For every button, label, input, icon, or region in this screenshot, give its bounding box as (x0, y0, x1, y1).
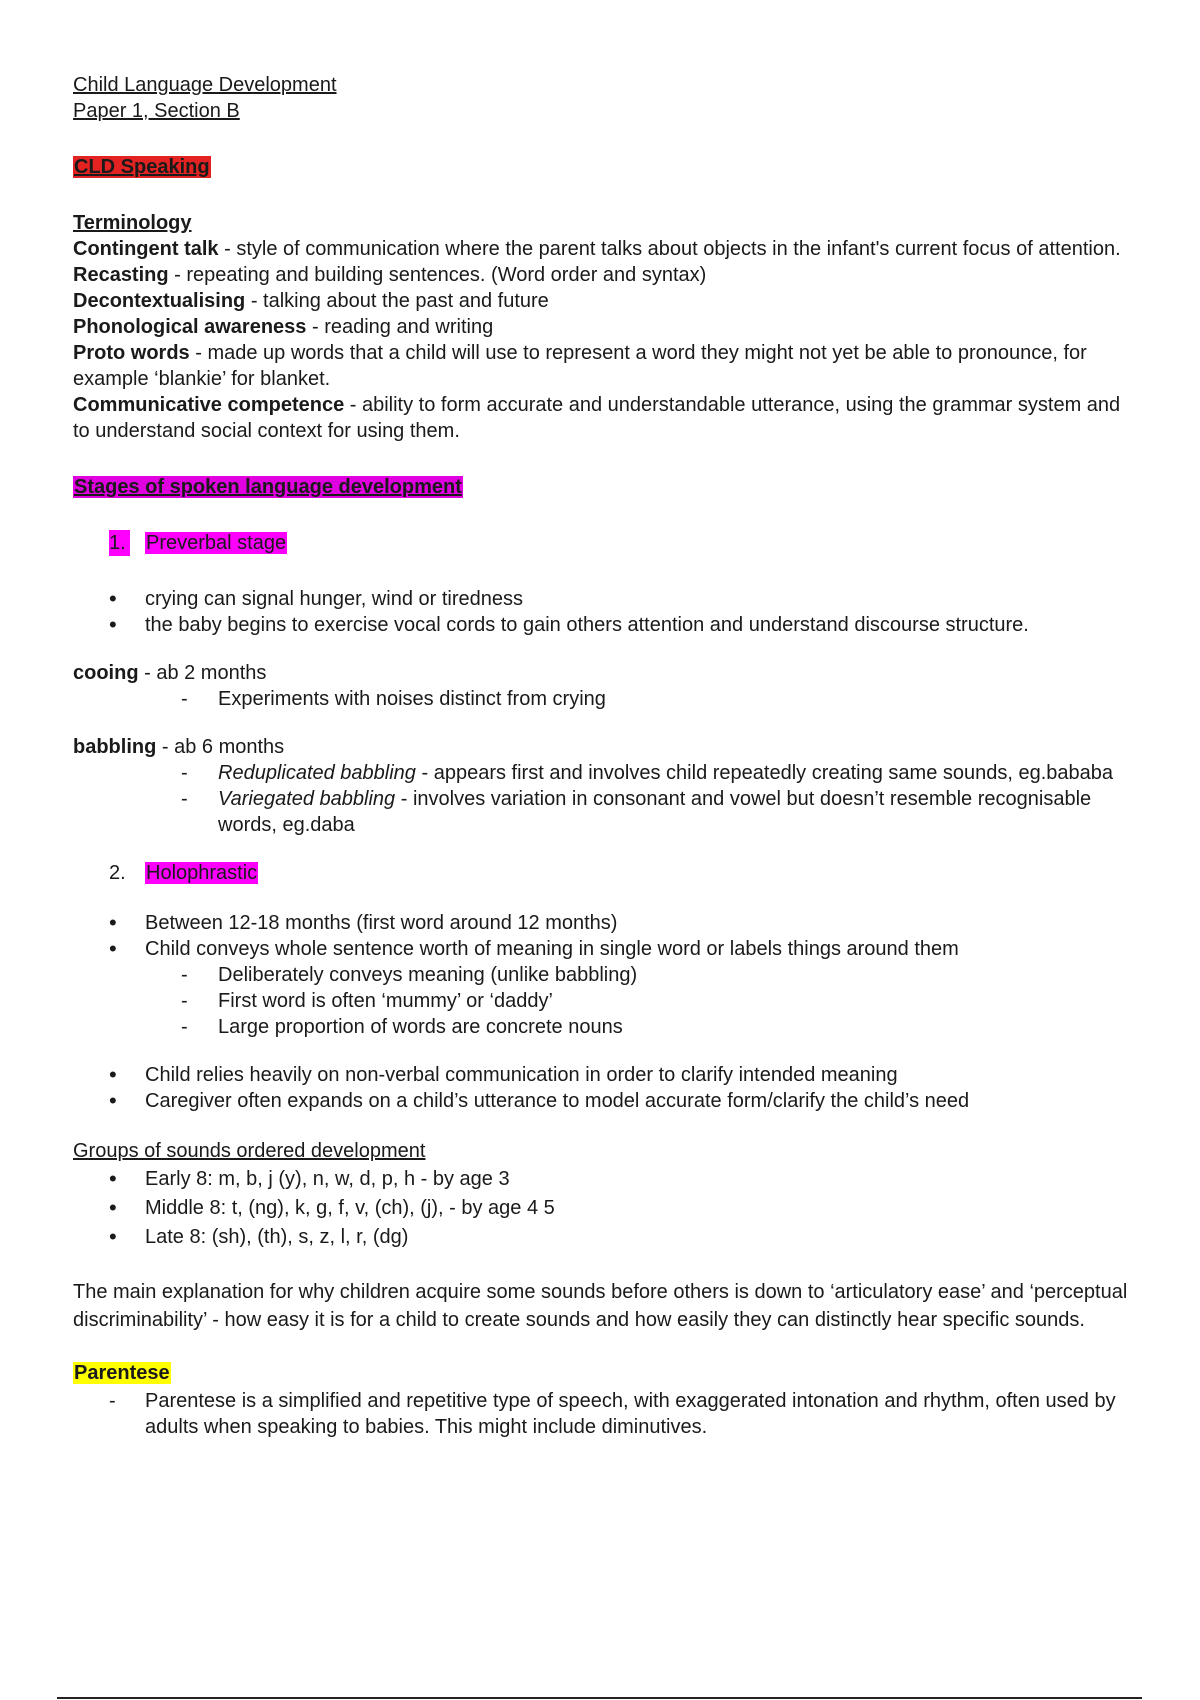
term-name: Contingent talk (73, 238, 219, 260)
term-entry (73, 236, 1133, 262)
list-item: • Middle 8: t, (ng), k, g, f, v, (ch), (j), - by age 4 5 (73, 1195, 1133, 1221)
sounds-explanation: The main explanation for why children acquire some sounds before others is down to ‘articulatory ease’ and ‘perceptual discriminability’ - how easy it is for a child to create sounds and how easily they can distinctly hear specific sounds. (73, 1281, 1128, 1331)
term-definition: - repeating and building sentences. (Word order and syntax) (168, 264, 707, 286)
cooing-label: cooing (73, 662, 139, 684)
stage-heading-preverbal (73, 530, 1133, 556)
term-definition: - ability to form accurate and understandable utterance, using the grammar system and to understand social context for using them. (73, 394, 1121, 442)
holophrastic-bullet-list (73, 910, 1133, 962)
list-item: • the baby begins to exercise vocal cords to gain others attention and understand discourse structure. (73, 612, 1133, 638)
list-item: • Child relies heavily on non-verbal communication in order to clarify intended meaning (73, 1062, 1133, 1088)
stage-number: 1. (109, 530, 130, 556)
list-item: • Late 8: (sh), (th), s, z, l, r, (dg) (73, 1224, 1133, 1250)
term-definition: - reading and writing (306, 316, 494, 338)
sounds-list (73, 1166, 1133, 1250)
term-name: Decontextualising (73, 290, 246, 312)
preverbal-bullet-list (73, 586, 1133, 638)
list-item (73, 760, 1133, 786)
term-name: Proto words (73, 342, 190, 364)
cooing-age: - ab 2 months (138, 662, 267, 684)
list-item: - First word is often ‘mummy’ or ‘daddy’ (73, 988, 1133, 1014)
list-item: • crying can signal hunger, wind or tiredness (73, 586, 1133, 612)
stage-number: 2. (109, 862, 126, 884)
stage-title: Holophrastic (146, 862, 258, 884)
section-heading-parentese: Parentese (74, 1362, 170, 1384)
list-item: - Parentese is a simplified and repetitive type of speech, with exaggerated intonation and rhythm, often used by adults when speaking to babies. This might include diminutives. (73, 1388, 1133, 1440)
list-item: • Between 12-18 months (first word around 12 months) (73, 910, 1133, 936)
stage-title: Preverbal stage (146, 532, 287, 554)
list-item: - Deliberately conveys meaning (unlike babbling) (73, 962, 1133, 988)
babbling-type-term: Variegated babbling (218, 788, 396, 810)
list-item: - Experiments with noises distinct from crying (73, 686, 1133, 712)
document-title: Child Language Development (73, 74, 337, 96)
list-item: • Caregiver often expands on a child’s utterance to model accurate form/clarify the child’s need (73, 1088, 1133, 1114)
document-page (73, 72, 1133, 1440)
section-heading-cld-speaking: CLD Speaking (74, 156, 210, 178)
page-bottom-rule (57, 1697, 1142, 1699)
term-entry (73, 262, 1133, 288)
sounds-heading: Groups of sounds ordered development (73, 1140, 426, 1162)
term-definition: - style of communication where the parent talks about objects in the infant's current focus of attention. (218, 238, 1121, 260)
babbling-age: - ab 6 months (156, 736, 285, 758)
holophrastic-bullet-list-2 (73, 1062, 1133, 1114)
term-name: Phonological awareness (73, 316, 307, 338)
document-subtitle: Paper 1, Section B (73, 100, 240, 122)
babbling-heading (73, 734, 1133, 760)
term-definition: - talking about the past and future (245, 290, 549, 312)
term-entry (73, 288, 1133, 314)
term-entry (73, 340, 1133, 392)
cooing-heading (73, 660, 1133, 686)
cooing-list (73, 686, 1133, 712)
term-name: Communicative competence (73, 394, 345, 416)
list-item: • Child conveys whole sentence worth of meaning in single word or labels things around them (73, 936, 1133, 962)
term-entry (73, 392, 1133, 444)
stage-heading-holophrastic (73, 860, 1133, 886)
list-item: - Large proportion of words are concrete nouns (73, 1014, 1133, 1040)
list-item (73, 786, 1133, 838)
term-name: Recasting (73, 264, 169, 286)
holophrastic-sub-list (73, 962, 1133, 1040)
section-heading-stages: Stages of spoken language development (74, 476, 462, 498)
babbling-type-term: Reduplicated babbling (218, 762, 416, 784)
babbling-type-text: - appears first and involves child repeatedly creating same sounds, eg.bababa (415, 762, 1114, 784)
babbling-list (73, 760, 1133, 838)
terminology-heading: Terminology (73, 212, 192, 234)
term-definition: - made up words that a child will use to represent a word they might not yet be able to pronounce, for example ‘blankie’ for blanket. (73, 342, 1087, 390)
babbling-label: babbling (73, 736, 157, 758)
term-entry (73, 314, 1133, 340)
babbling-type-text: - involves variation in consonant and vowel but doesn’t resemble recognisable words, eg.daba (218, 788, 1092, 836)
list-item: • Early 8: m, b, j (y), n, w, d, p, h - by age 3 (73, 1166, 1133, 1192)
parentese-list (73, 1388, 1133, 1440)
